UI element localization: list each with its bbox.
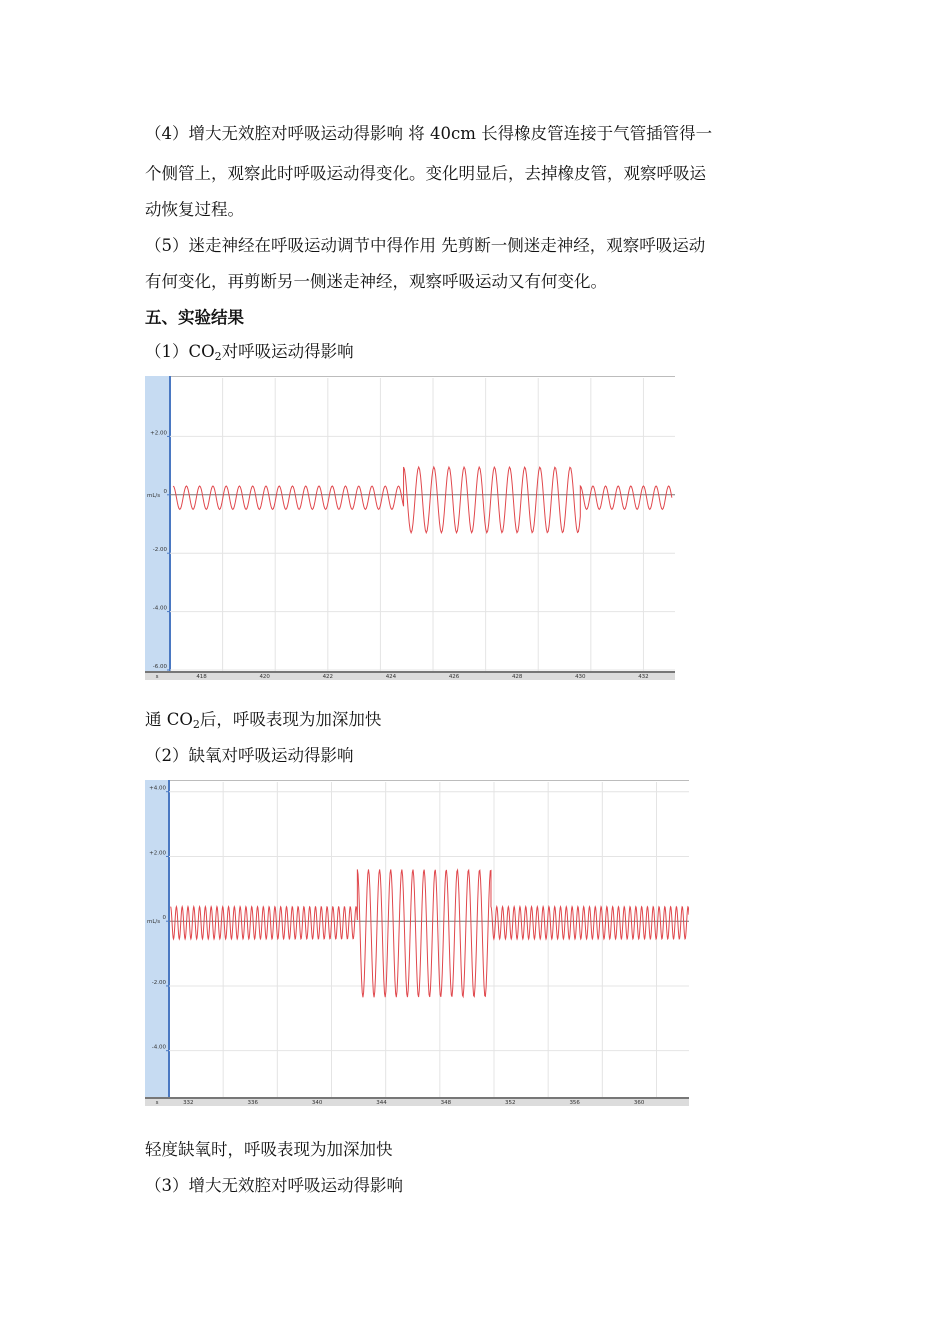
x-tick-label: 360 — [633, 1100, 645, 1106]
x-tick-label: 424 — [385, 674, 397, 680]
x-tick-label: 430 — [575, 674, 586, 680]
x-axis-bar — [145, 1098, 689, 1106]
y-tick-label: -4.00 — [152, 605, 167, 612]
result-1-caption — [145, 710, 381, 735]
hypoxia-respiration-chart-svg — [145, 780, 689, 1106]
x-axis-bar — [145, 672, 675, 680]
paragraph-5-line-2: 有何变化，再剪断另一侧迷走神经，观察呼吸运动又有何变化。 — [145, 272, 607, 291]
result-2-title: （2）缺氧对呼吸运动得影响 — [145, 746, 354, 765]
y-axis-label: mL/s — [147, 919, 161, 926]
chart-background — [145, 780, 689, 1106]
x-tick-label: 418 — [196, 674, 207, 680]
result-1-caption-prefix: 通 CO — [145, 710, 193, 729]
x-tick-label: 352 — [505, 1100, 516, 1106]
x-tick-label: 348 — [440, 1100, 452, 1106]
paragraph-4-line-3: 动恢复过程。 — [145, 200, 244, 219]
result-2-caption: 轻度缺氧时，呼吸表现为加深加快 — [145, 1140, 393, 1159]
y-tick-label: +2.00 — [149, 850, 166, 857]
result-1-title-prefix: （1）CO — [145, 342, 215, 361]
co2-respiration-chart-svg — [145, 376, 675, 680]
y-tick-label: 0 — [162, 915, 166, 922]
x-tick-label: 428 — [511, 674, 523, 680]
x-tick-label: 420 — [259, 674, 270, 680]
hypoxia-respiration-chart — [145, 780, 689, 1106]
x-tick-label: 332 — [183, 1100, 194, 1106]
x-tick-label: 344 — [376, 1100, 387, 1106]
x-tick-label: 356 — [569, 1100, 580, 1106]
y-tick-label: -2.00 — [152, 547, 167, 554]
section-heading: 五、实验结果 — [145, 308, 244, 327]
x-axis-corner-label: s — [155, 674, 159, 680]
x-axis-corner-label: s — [155, 1100, 159, 1106]
result-1-title — [145, 342, 354, 367]
result-1-title-suffix: 对呼吸运动得影响 — [221, 342, 354, 361]
x-tick-label: 336 — [247, 1100, 258, 1106]
x-tick-label: 426 — [448, 674, 460, 680]
y-axis-panel — [145, 376, 170, 672]
y-tick-label: +4.00 — [149, 785, 166, 792]
paragraph-5-line-1: （5）迷走神经在呼吸运动调节中得作用 先剪断一侧迷走神经，观察呼吸运动 — [145, 236, 706, 255]
paragraph-4-line-2: 个侧管上，观察此时呼吸运动得变化。变化明显后，去掉橡皮管，观察呼吸运 — [145, 164, 706, 183]
result-3-title: （3）增大无效腔对呼吸运动得影响 — [145, 1176, 403, 1195]
x-tick-label: 340 — [311, 1100, 323, 1106]
y-tick-label: -4.00 — [151, 1044, 166, 1051]
y-tick-label: 0 — [163, 488, 167, 495]
y-axis-label: mL/s — [147, 492, 161, 499]
x-tick-label: 432 — [638, 674, 649, 680]
result-1-title-subscript: 2 — [214, 350, 222, 363]
x-tick-label: 422 — [322, 674, 334, 680]
result-1-caption-suffix: 后，呼吸表现为加深加快 — [199, 710, 382, 729]
y-tick-label: -6.00 — [152, 664, 167, 670]
y-tick-label: -2.00 — [151, 979, 166, 986]
paragraph-4-line-1: （4）增大无效腔对呼吸运动得影响 将 40cm 长得橡皮管连接于气管插管得一 — [145, 124, 713, 143]
result-1-caption-subscript: 2 — [192, 718, 200, 731]
co2-respiration-chart — [145, 376, 675, 680]
y-tick-label: +2.00 — [150, 430, 167, 437]
